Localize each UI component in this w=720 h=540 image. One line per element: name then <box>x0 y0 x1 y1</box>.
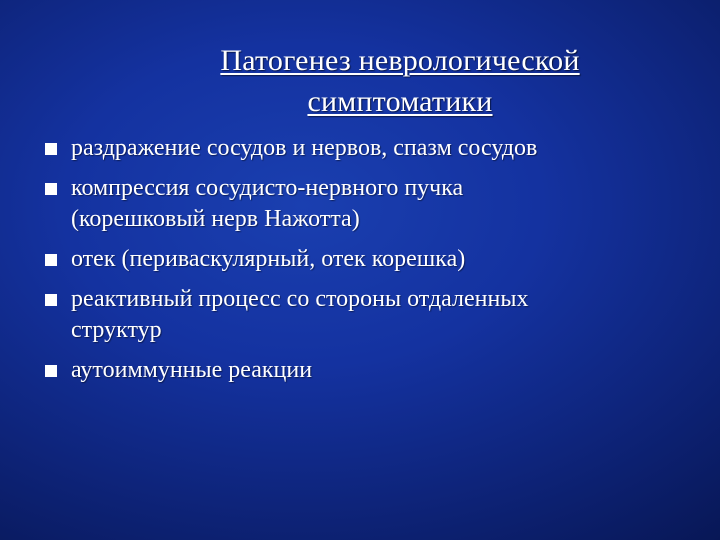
bullet-item-autoimmune <box>40 355 710 386</box>
square-bullet-icon <box>45 183 57 195</box>
bullet-item-reactive-process <box>40 284 710 346</box>
slide-title <box>150 40 650 122</box>
title-line-1: Патогенез неврологической <box>220 44 580 77</box>
bullet-text: компрессия сосудисто-нервного пучка <box>71 175 464 201</box>
square-bullet-icon <box>45 254 57 266</box>
bullet-text: аутоиммунные реакции <box>71 357 313 383</box>
bullet-text: раздражение сосудов и нервов, спазм сосудов <box>71 135 538 161</box>
square-bullet-icon <box>45 294 57 306</box>
bullet-text-continuation: структур <box>71 317 162 343</box>
bullet-list <box>40 133 710 395</box>
square-bullet-icon <box>45 143 57 155</box>
square-bullet-icon <box>45 365 57 377</box>
bullet-text: реактивный процесс со стороны отдаленных <box>71 286 529 312</box>
bullet-text-continuation: (корешковый нерв Нажотта) <box>71 206 360 232</box>
title-line-2: симптоматики <box>307 85 493 118</box>
bullet-item-edema <box>40 244 710 275</box>
bullet-item-irritation <box>40 133 710 164</box>
bullet-item-compression <box>40 173 710 235</box>
bullet-text: отек (периваскулярный, отек корешка) <box>71 246 466 272</box>
